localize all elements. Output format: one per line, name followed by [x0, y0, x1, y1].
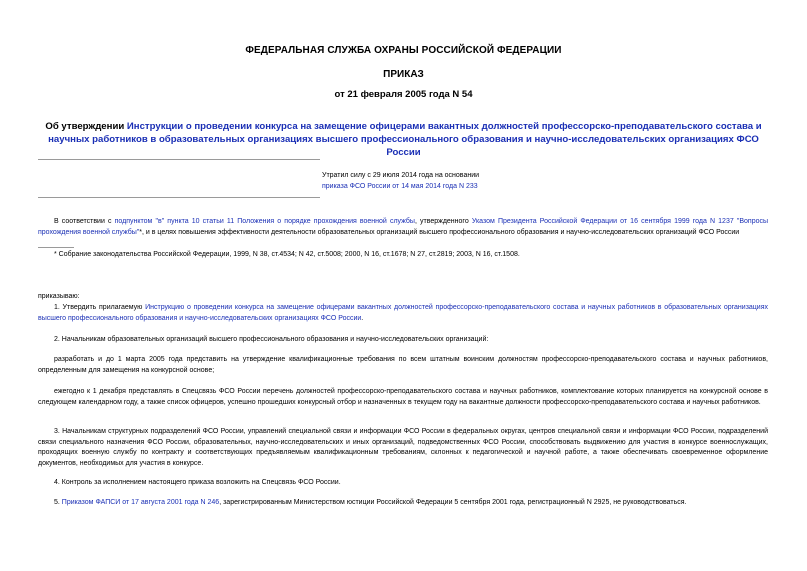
item-5-number: 5. — [54, 499, 62, 506]
document-date: от 21 февраля 2005 года N 54 — [334, 89, 473, 100]
item-2-subitem-develop: разработать и до 1 марта 2005 года представить на утверждение квалификационные требования по всем штатным воинским должностям профессорско-преподавательского состава и научных работников, определенным для замещения на конкурсной основе; — [38, 356, 768, 374]
order-word: приказываю: — [38, 293, 80, 300]
subject-prefix: Об утверждении — [45, 121, 127, 132]
document-subject — [40, 120, 767, 159]
separator-top — [38, 159, 320, 160]
item-3: 3. Начальникам структурных подразделений ФСО России, управлений специальной связи и информации ФСО России в федеральных округах, центров специальной связи и информации ФСО России, подразделений связи специального назначения ФСО России, образовательных, научно-исследовательских и иных организаций, подведомственных ФСО России, способствовать выдвижению для участия в конкурсе военнослужащих, проходящих военную службу по контракту и соответствующих предъявляемым квалификационным требованиям, склонных к педагогической и научной работе, а также обеспечивать своевременное оформление документов, необходимых для участия в конкурсе. — [38, 428, 768, 467]
instruction-attachment-link[interactable]: Инструкцию о проведении конкурса на замещение офицерами вакантных должностей профессорско-преподавательского состава и научных работников в образовательных организациях высшего профессионального образования и научно-исследовательских организациях ФСО России — [38, 304, 769, 322]
fapsi-order-link[interactable]: Приказом ФАПСИ от 17 августа 2001 года N 246 — [61, 499, 220, 506]
item-2-subitem-annual: ежегодно к 1 декабря представлять в Спецсвязь ФСО России перечень должностей профессорско-преподавательского состава и научных работников, комплектование которых планируется на конкурсной основе в следующем календарном году, а также список офицеров, успешно прошедших конкурсный отбор и назначенных в текущем году на вакантные должности профессорско-преподавательского состава и научных работников. — [38, 388, 768, 406]
regulation-link[interactable]: подпунктом "в" пункта 10 статьи 11 Положения о порядке прохождения военной службы — [114, 218, 415, 225]
item-4: 4. Контроль за исполнением настоящего приказа возложить на Спецсвязь ФСО России. — [54, 479, 341, 486]
item-1 — [38, 303, 768, 324]
status-text: Утратил силу с 29 июля 2014 года на основании — [322, 172, 480, 179]
document-type: ПРИКАЗ — [383, 69, 424, 80]
item-5 — [38, 498, 768, 509]
item-1-text: 1. Утвердить прилагаемую — [54, 304, 146, 311]
basis-text-2: , утвержденного — [414, 218, 472, 225]
separator-bottom — [38, 197, 320, 198]
footnote-separator — [38, 247, 74, 248]
footnote: * Собрание законодательства Российской Федерации, 1999, N 38, ст.4534; N 42, ст.5008; 2000, N 16, ст.1678; N 27, ст.2819; 2003, N 16, ст.1508. — [54, 251, 520, 258]
instruction-link[interactable]: Инструкции о проведении конкурса на замещение офицерами вакантных должностей профессорско-преподавательского состава и научных работников в образовательных организациях высшего профессионального образования и научно-исследовательских организациях ФСО России — [48, 121, 762, 158]
basis-paragraph — [38, 217, 768, 238]
repeal-order-link[interactable]: приказа ФСО России от 14 мая 2014 года N 233 — [322, 182, 478, 190]
item-1-end: . — [361, 314, 364, 322]
status-note — [322, 171, 479, 192]
decree-link[interactable]: Указом Президента Российской Федерации от 16 сентября 1999 года N 1237 "Вопросы прохождения военной службы" — [38, 218, 769, 236]
item-2: 2. Начальникам образовательных организаций высшего профессионального образования и научно-исследовательских организаций: — [54, 336, 489, 343]
item-5-text: , зарегистрированным Министерством юстиции Российской Федерации 5 сентября 2001 года, регистрационный N 2925, не руководствоваться. — [219, 499, 687, 506]
basis-text-1: В соответствии с — [54, 218, 115, 225]
basis-text-3: *, и в целях повышения эффективности деятельности образовательных организаций высшего профессионального образования и научно-исследовательских организаций ФСО России — [139, 228, 740, 236]
organization-title: ФЕДЕРАЛЬНАЯ СЛУЖБА ОХРАНЫ РОССИЙСКОЙ ФЕДЕРАЦИИ — [245, 45, 562, 56]
